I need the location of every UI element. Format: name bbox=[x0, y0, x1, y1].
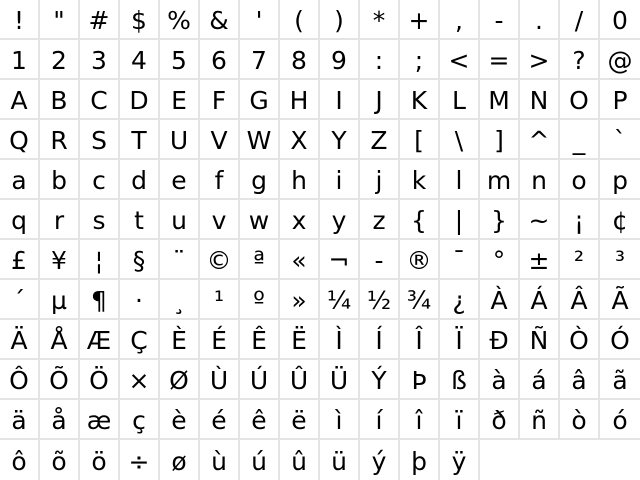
glyph-cell[interactable]: ® bbox=[400, 240, 440, 280]
glyph-cell[interactable]: y bbox=[320, 200, 360, 240]
glyph-cell[interactable]: P bbox=[600, 80, 640, 120]
glyph-cell[interactable]: · bbox=[120, 280, 160, 320]
glyph-cell[interactable]: ¨ bbox=[160, 240, 200, 280]
glyph-cell[interactable]: I bbox=[320, 80, 360, 120]
glyph-cell[interactable]: H bbox=[280, 80, 320, 120]
glyph-cell[interactable]: Ø bbox=[160, 360, 200, 400]
glyph-cell[interactable]: ò bbox=[560, 400, 600, 440]
glyph-cell[interactable]: b bbox=[40, 160, 80, 200]
glyph-cell[interactable]: ½ bbox=[360, 280, 400, 320]
glyph-cell[interactable]: æ bbox=[80, 400, 120, 440]
glyph-cell[interactable]: m bbox=[480, 160, 520, 200]
glyph-cell[interactable]: 0 bbox=[600, 0, 640, 40]
glyph-cell[interactable]: 5 bbox=[160, 40, 200, 80]
glyph-cell[interactable]: " bbox=[40, 0, 80, 40]
glyph-cell[interactable]: O bbox=[560, 80, 600, 120]
glyph-cell[interactable]: a bbox=[0, 160, 40, 200]
glyph-cell[interactable]: ï bbox=[440, 400, 480, 440]
glyph-cell[interactable]: À bbox=[480, 280, 520, 320]
glyph-cell[interactable]: ß bbox=[440, 360, 480, 400]
glyph-cell[interactable]: [ bbox=[400, 120, 440, 160]
glyph-cell[interactable]: 6 bbox=[200, 40, 240, 80]
glyph-cell[interactable]: G bbox=[240, 80, 280, 120]
glyph-cell[interactable]: É bbox=[200, 320, 240, 360]
glyph-cell[interactable]: ¦ bbox=[80, 240, 120, 280]
glyph-cell[interactable]: è bbox=[160, 400, 200, 440]
glyph-cell[interactable]: h bbox=[280, 160, 320, 200]
glyph-cell[interactable]: Û bbox=[280, 360, 320, 400]
glyph-cell[interactable]: U bbox=[160, 120, 200, 160]
glyph-cell[interactable]: j bbox=[360, 160, 400, 200]
glyph-cell[interactable]: ý bbox=[360, 440, 400, 480]
glyph-cell[interactable]: u bbox=[160, 200, 200, 240]
glyph-cell[interactable]: ê bbox=[240, 400, 280, 440]
glyph-cell[interactable]: / bbox=[560, 0, 600, 40]
glyph-cell[interactable]: i bbox=[320, 160, 360, 200]
glyph-cell[interactable]: × bbox=[120, 360, 160, 400]
glyph-cell[interactable]: v bbox=[200, 200, 240, 240]
glyph-cell[interactable]: ] bbox=[480, 120, 520, 160]
glyph-cell[interactable]: ù bbox=[200, 440, 240, 480]
glyph-cell[interactable]: µ bbox=[40, 280, 80, 320]
glyph-cell[interactable]: 3 bbox=[80, 40, 120, 80]
glyph-cell[interactable]: \ bbox=[440, 120, 480, 160]
glyph-cell[interactable]: F bbox=[200, 80, 240, 120]
glyph-cell[interactable]: Ù bbox=[200, 360, 240, 400]
glyph-cell[interactable]: E bbox=[160, 80, 200, 120]
glyph-cell[interactable]: ' bbox=[240, 0, 280, 40]
glyph-cell[interactable]: ¸ bbox=[160, 280, 200, 320]
glyph-cell[interactable]: - bbox=[360, 240, 400, 280]
glyph-cell[interactable]: Å bbox=[40, 320, 80, 360]
glyph-cell[interactable]: ( bbox=[280, 0, 320, 40]
glyph-cell[interactable]: Í bbox=[360, 320, 400, 360]
glyph-cell[interactable]: + bbox=[400, 0, 440, 40]
glyph-cell[interactable]: þ bbox=[400, 440, 440, 480]
glyph-cell[interactable]: º bbox=[240, 280, 280, 320]
glyph-cell[interactable]: q bbox=[0, 200, 40, 240]
glyph-cell[interactable]: . bbox=[520, 0, 560, 40]
glyph-cell[interactable]: õ bbox=[40, 440, 80, 480]
glyph-cell[interactable]: Ã bbox=[600, 280, 640, 320]
glyph-cell[interactable]: { bbox=[400, 200, 440, 240]
glyph-cell[interactable]: k bbox=[400, 160, 440, 200]
glyph-cell[interactable]: Â bbox=[560, 280, 600, 320]
glyph-cell[interactable]: > bbox=[520, 40, 560, 80]
glyph-cell[interactable]: å bbox=[40, 400, 80, 440]
glyph-cell[interactable]: ü bbox=[320, 440, 360, 480]
glyph-cell[interactable]: S bbox=[80, 120, 120, 160]
glyph-cell[interactable]: ö bbox=[80, 440, 120, 480]
glyph-cell[interactable]: Z bbox=[360, 120, 400, 160]
glyph-cell[interactable]: Ä bbox=[0, 320, 40, 360]
glyph-cell[interactable]: È bbox=[160, 320, 200, 360]
glyph-cell[interactable]: n bbox=[520, 160, 560, 200]
glyph-cell[interactable]: Á bbox=[520, 280, 560, 320]
empty-cell bbox=[520, 440, 560, 480]
glyph-cell[interactable]: ÷ bbox=[120, 440, 160, 480]
glyph-cell[interactable]: Þ bbox=[400, 360, 440, 400]
glyph-cell[interactable]: ¾ bbox=[400, 280, 440, 320]
glyph-cell[interactable]: o bbox=[560, 160, 600, 200]
glyph-cell[interactable]: } bbox=[480, 200, 520, 240]
glyph-cell[interactable]: Ê bbox=[240, 320, 280, 360]
glyph-cell[interactable]: ñ bbox=[520, 400, 560, 440]
glyph-cell[interactable]: » bbox=[280, 280, 320, 320]
glyph-cell[interactable]: z bbox=[360, 200, 400, 240]
glyph-cell[interactable]: ø bbox=[160, 440, 200, 480]
glyph-cell[interactable]: ô bbox=[0, 440, 40, 480]
glyph-cell[interactable]: ^ bbox=[520, 120, 560, 160]
glyph-cell[interactable]: ` bbox=[600, 120, 640, 160]
glyph-cell[interactable]: ¯ bbox=[440, 240, 480, 280]
glyph-cell[interactable]: ¼ bbox=[320, 280, 360, 320]
glyph-cell[interactable]: R bbox=[40, 120, 80, 160]
glyph-cell[interactable]: L bbox=[440, 80, 480, 120]
glyph-cell[interactable]: C bbox=[80, 80, 120, 120]
glyph-cell[interactable]: r bbox=[40, 200, 80, 240]
glyph-cell[interactable]: ¬ bbox=[320, 240, 360, 280]
glyph-cell[interactable]: 8 bbox=[280, 40, 320, 80]
glyph-cell[interactable]: â bbox=[560, 360, 600, 400]
glyph-cell[interactable]: ) bbox=[320, 0, 360, 40]
glyph-cell[interactable]: 4 bbox=[120, 40, 160, 80]
glyph-cell[interactable]: V bbox=[200, 120, 240, 160]
glyph-cell[interactable]: J bbox=[360, 80, 400, 120]
glyph-cell[interactable]: ? bbox=[560, 40, 600, 80]
empty-cell bbox=[560, 440, 600, 480]
glyph-cell[interactable]: $ bbox=[120, 0, 160, 40]
glyph-cell[interactable]: A bbox=[0, 80, 40, 120]
glyph-cell[interactable]: § bbox=[120, 240, 160, 280]
glyph-cell[interactable]: W bbox=[240, 120, 280, 160]
glyph-cell[interactable]: ¶ bbox=[80, 280, 120, 320]
glyph-cell[interactable]: ì bbox=[320, 400, 360, 440]
glyph-cell[interactable]: î bbox=[400, 400, 440, 440]
glyph-cell[interactable]: û bbox=[280, 440, 320, 480]
glyph-cell[interactable]: ¿ bbox=[440, 280, 480, 320]
glyph-cell[interactable]: Ü bbox=[320, 360, 360, 400]
glyph-cell[interactable]: Ö bbox=[80, 360, 120, 400]
glyph-cell[interactable]: M bbox=[480, 80, 520, 120]
glyph-cell[interactable]: Ë bbox=[280, 320, 320, 360]
glyph-cell[interactable]: X bbox=[280, 120, 320, 160]
glyph-cell[interactable]: ë bbox=[280, 400, 320, 440]
glyph-cell[interactable]: x bbox=[280, 200, 320, 240]
glyph-cell[interactable]: 9 bbox=[320, 40, 360, 80]
glyph-cell[interactable]: w bbox=[240, 200, 280, 240]
glyph-cell[interactable]: ! bbox=[0, 0, 40, 40]
empty-cell bbox=[600, 440, 640, 480]
glyph-cell[interactable]: ³ bbox=[600, 240, 640, 280]
glyph-cell[interactable]: Ò bbox=[560, 320, 600, 360]
glyph-cell[interactable]: d bbox=[120, 160, 160, 200]
glyph-cell[interactable]: ó bbox=[600, 400, 640, 440]
empty-cell bbox=[480, 440, 520, 480]
glyph-cell[interactable]: à bbox=[480, 360, 520, 400]
glyph-cell[interactable]: c bbox=[80, 160, 120, 200]
glyph-cell[interactable]: e bbox=[160, 160, 200, 200]
glyph-cell[interactable]: p bbox=[600, 160, 640, 200]
glyph-cell[interactable]: Y bbox=[320, 120, 360, 160]
glyph-cell[interactable]: ° bbox=[480, 240, 520, 280]
glyph-cell[interactable]: | bbox=[440, 200, 480, 240]
glyph-cell[interactable]: N bbox=[520, 80, 560, 120]
glyph-cell[interactable]: ã bbox=[600, 360, 640, 400]
glyph-cell[interactable]: Æ bbox=[80, 320, 120, 360]
glyph-cell[interactable]: Ó bbox=[600, 320, 640, 360]
glyph-cell[interactable]: Î bbox=[400, 320, 440, 360]
glyph-cell[interactable]: Ý bbox=[360, 360, 400, 400]
glyph-cell[interactable]: T bbox=[120, 120, 160, 160]
glyph-cell[interactable]: ; bbox=[400, 40, 440, 80]
glyph-cell[interactable]: ~ bbox=[520, 200, 560, 240]
glyph-cell[interactable]: D bbox=[120, 80, 160, 120]
glyph-cell[interactable]: # bbox=[80, 0, 120, 40]
glyph-cell[interactable]: @ bbox=[600, 40, 640, 80]
glyph-cell[interactable]: = bbox=[480, 40, 520, 80]
glyph-cell[interactable]: ð bbox=[480, 400, 520, 440]
glyph-cell[interactable]: f bbox=[200, 160, 240, 200]
glyph-cell[interactable]: g bbox=[240, 160, 280, 200]
glyph-cell[interactable]: ¢ bbox=[600, 200, 640, 240]
glyph-cell[interactable]: £ bbox=[0, 240, 40, 280]
glyph-cell[interactable]: : bbox=[360, 40, 400, 80]
glyph-cell[interactable]: Ú bbox=[240, 360, 280, 400]
glyph-cell[interactable]: l bbox=[440, 160, 480, 200]
glyph-cell[interactable]: ¡ bbox=[560, 200, 600, 240]
glyph-cell[interactable]: Ç bbox=[120, 320, 160, 360]
glyph-cell[interactable]: B bbox=[40, 80, 80, 120]
glyph-cell[interactable]: - bbox=[480, 0, 520, 40]
glyph-cell[interactable]: Ð bbox=[480, 320, 520, 360]
glyph-cell[interactable]: t bbox=[120, 200, 160, 240]
glyph-cell[interactable]: á bbox=[520, 360, 560, 400]
glyph-cell[interactable]: ¹ bbox=[200, 280, 240, 320]
glyph-cell[interactable]: Ì bbox=[320, 320, 360, 360]
glyph-cell[interactable]: ± bbox=[520, 240, 560, 280]
glyph-cell[interactable]: ´ bbox=[0, 280, 40, 320]
glyph-cell[interactable]: ¥ bbox=[40, 240, 80, 280]
glyph-cell[interactable]: & bbox=[200, 0, 240, 40]
glyph-cell[interactable]: ä bbox=[0, 400, 40, 440]
glyph-cell[interactable]: Õ bbox=[40, 360, 80, 400]
glyph-cell[interactable]: Ô bbox=[0, 360, 40, 400]
glyph-cell[interactable]: © bbox=[200, 240, 240, 280]
glyph-cell[interactable]: K bbox=[400, 80, 440, 120]
glyph-cell[interactable]: s bbox=[80, 200, 120, 240]
glyph-cell[interactable]: % bbox=[160, 0, 200, 40]
glyph-cell[interactable]: í bbox=[360, 400, 400, 440]
glyph-cell[interactable]: ÿ bbox=[440, 440, 480, 480]
glyph-cell[interactable]: Q bbox=[0, 120, 40, 160]
glyph-cell[interactable]: < bbox=[440, 40, 480, 80]
glyph-cell[interactable]: ú bbox=[240, 440, 280, 480]
glyph-cell[interactable]: * bbox=[360, 0, 400, 40]
glyph-cell[interactable]: 2 bbox=[40, 40, 80, 80]
glyph-cell[interactable]: Ï bbox=[440, 320, 480, 360]
glyph-cell[interactable]: ² bbox=[560, 240, 600, 280]
glyph-cell[interactable]: é bbox=[200, 400, 240, 440]
glyph-cell[interactable]: _ bbox=[560, 120, 600, 160]
glyph-cell[interactable]: 7 bbox=[240, 40, 280, 80]
glyph-cell[interactable]: 1 bbox=[0, 40, 40, 80]
glyph-cell[interactable]: Ñ bbox=[520, 320, 560, 360]
glyph-cell[interactable]: ç bbox=[120, 400, 160, 440]
glyph-cell[interactable]: , bbox=[440, 0, 480, 40]
glyph-cell[interactable]: « bbox=[280, 240, 320, 280]
glyph-cell[interactable]: ª bbox=[240, 240, 280, 280]
